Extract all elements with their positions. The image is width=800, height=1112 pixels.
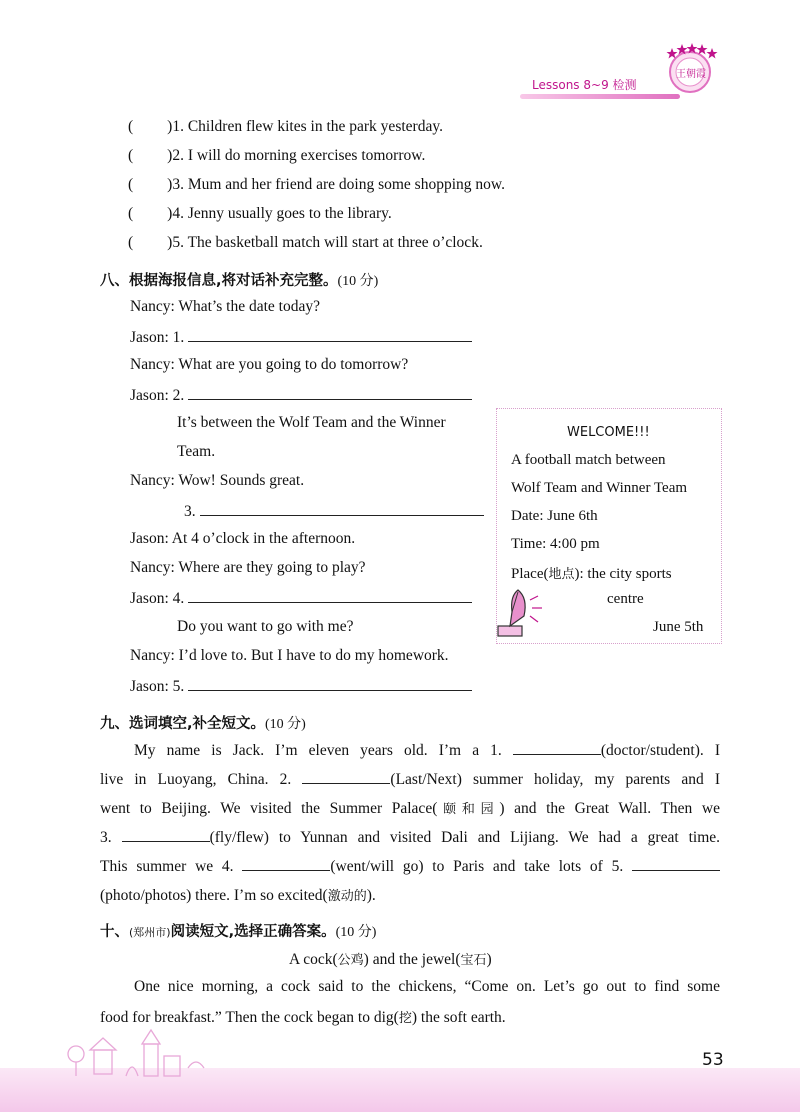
passage-text: ).: [366, 887, 376, 904]
judge-text: 1. Children flew kites in the park yesterday.: [172, 118, 443, 135]
section-points: (10 分): [335, 925, 377, 940]
dialogue-line-5: It’s between the Wolf Team and the Winner: [177, 414, 446, 431]
poster-line-6: centre: [607, 591, 644, 607]
passage-cn: 激动的: [327, 889, 367, 904]
dialogue-line-12: Do you want to go with me?: [177, 618, 354, 635]
judge-item-5: [128, 234, 483, 252]
passage-text: 3.: [100, 829, 112, 846]
judge-item-4: [128, 205, 392, 223]
passage-text: (photo/photos) there. I’m so excited(: [100, 887, 328, 904]
judge-text: 2. I will do morning exercises tomorrow.: [172, 147, 426, 164]
dialogue-line-14: [130, 676, 472, 696]
answer-paren-close: ): [167, 176, 173, 193]
story-line-1: One nice morning, a cock said to the chickens, “Come on. Let’s go out to find some: [134, 978, 720, 995]
story-title-cn: 公鸡: [337, 953, 364, 968]
passage-line-5: [100, 856, 720, 876]
section-9-title: [100, 712, 306, 733]
story-cn: 挖: [398, 1011, 412, 1026]
passage-line-2: [100, 769, 720, 789]
logo-text: 王朝霞: [676, 69, 706, 80]
dialogue-speaker: Jason: 5.: [130, 678, 185, 695]
story-title-text: A cock(: [289, 951, 338, 968]
judge-text: 4. Jenny usually goes to the library.: [172, 205, 392, 222]
answer-blank-9-3[interactable]: [122, 827, 210, 842]
passage-text: went to Beijing. We visited the Summer Palace(: [100, 800, 438, 817]
dialogue-line-10: Nancy: Where are they going to play?: [130, 559, 366, 576]
answer-blank-1[interactable]: [188, 327, 472, 342]
dialogue-number: 3.: [184, 503, 196, 520]
story-title-cn: 宝石: [460, 953, 487, 968]
passage-line-4: [100, 827, 720, 847]
passage-cn: 颐和园: [437, 802, 500, 817]
story-text: ) the soft earth.: [411, 1009, 506, 1026]
answer-paren-open: (: [128, 176, 134, 193]
castle-decoration-icon: [60, 1028, 220, 1083]
dialogue-line-8: [184, 501, 484, 521]
section-title-text: 八、根据海报信息,将对话补充完整。: [100, 273, 338, 289]
answer-paren-open: (: [128, 147, 134, 164]
dialogue-line-2: [130, 327, 472, 347]
answer-blank-9-5[interactable]: [632, 856, 720, 871]
answer-blank-2[interactable]: [188, 385, 472, 400]
section-points: (10 分): [265, 717, 306, 732]
section-10-title: [100, 920, 376, 941]
poster-date: June 5th: [653, 619, 704, 635]
answer-paren-close: ): [167, 205, 173, 222]
poster-line-3: Date: June 6th: [511, 508, 598, 524]
section-title-text: 阅读短文,选择正确答案。: [170, 924, 336, 940]
story-title: [289, 949, 492, 969]
passage-text: (doctor/student). I: [600, 742, 720, 759]
answer-blank-9-4[interactable]: [242, 856, 330, 871]
judge-text: 5. The basketball match will start at three o’clock.: [172, 234, 483, 251]
passage-line-3: [100, 798, 720, 818]
header-bar: [520, 94, 680, 99]
answer-paren-close: ): [167, 147, 173, 164]
answer-blank-5[interactable]: [188, 676, 472, 691]
section-prefix: 十、: [100, 924, 129, 940]
gramophone-icon: [488, 586, 546, 647]
passage-line-1: [134, 740, 720, 760]
passage-text: (fly/flew) to Yunnan and visited Dali and Lijiang. We had a great time.: [209, 829, 721, 846]
judge-item-2: [128, 147, 425, 165]
dialogue-line-1: Nancy: What’s the date today?: [130, 298, 320, 315]
answer-paren-close: ): [167, 118, 173, 135]
poster-line-4: Time: 4:00 pm: [511, 536, 600, 552]
judge-item-1: [128, 118, 443, 136]
passage-text: ) and the Great Wall. Then we: [499, 800, 720, 817]
dialogue-speaker: Jason: 4.: [130, 590, 185, 607]
dialogue-line-11: [130, 588, 472, 608]
passage-text: This summer we 4.: [100, 858, 234, 875]
story-text: food for breakfast.” Then the cock began to dig(: [100, 1009, 399, 1026]
poster-cn: 地点: [548, 567, 575, 582]
judge-item-3: [128, 176, 505, 194]
dialogue-line-3: Nancy: What are you going to do tomorrow?: [130, 356, 409, 373]
passage-text: (Last/Next) summer holiday, my parents and I: [390, 771, 721, 788]
page-number: 53: [702, 1050, 724, 1070]
dialogue-speaker: Jason: 1.: [130, 329, 185, 346]
poster-line-5: [511, 563, 672, 583]
answer-blank-3[interactable]: [200, 501, 484, 516]
passage-text: (went/will go) to Paris and take lots of 5.: [330, 858, 624, 875]
answer-paren-close: ): [167, 234, 173, 251]
lesson-label: Lessons 8~9 检测: [532, 78, 637, 92]
section-points: (10 分): [337, 274, 379, 289]
dialogue-speaker: Jason: 2.: [130, 387, 185, 404]
story-title-text: ): [486, 951, 492, 968]
answer-blank-9-2[interactable]: [302, 769, 390, 784]
poster-line-1: A football match between: [511, 452, 666, 468]
dialogue-line-7: Nancy: Wow! Sounds great.: [130, 472, 305, 489]
poster-heading: WELCOME!!!: [567, 425, 650, 440]
passage-text: My name is Jack. I’m eleven years old. I’m a 1.: [134, 742, 502, 759]
poster-text: Place(: [511, 566, 549, 582]
poster-text: ): the city sports: [574, 566, 672, 582]
answer-paren-open: (: [128, 118, 134, 135]
story-title-text: ) and the jewel(: [363, 951, 461, 968]
passage-line-6: [100, 885, 376, 905]
answer-paren-open: (: [128, 205, 134, 222]
story-line-2: [100, 1007, 506, 1027]
dialogue-line-13: Nancy: I’d love to. But I have to do my homework.: [130, 647, 449, 664]
dialogue-line-4: [130, 385, 472, 405]
dialogue-line-9: Jason: At 4 o’clock in the afternoon.: [130, 530, 356, 547]
header-logo: [660, 38, 720, 98]
section-8-title: [100, 269, 378, 290]
answer-blank-9-1[interactable]: [513, 740, 601, 755]
dialogue-line-6: Team.: [177, 443, 216, 460]
passage-text: live in Luoyang, China. 2.: [100, 771, 292, 788]
answer-paren-open: (: [128, 234, 134, 251]
answer-blank-4[interactable]: [188, 588, 472, 603]
judge-text: 3. Mum and her friend are doing some shopping now.: [172, 176, 505, 193]
section-title-text: 九、选词填空,补全短文。: [100, 716, 266, 732]
region-label: (郑州市): [129, 926, 171, 939]
poster-line-2: Wolf Team and Winner Team: [511, 480, 688, 496]
